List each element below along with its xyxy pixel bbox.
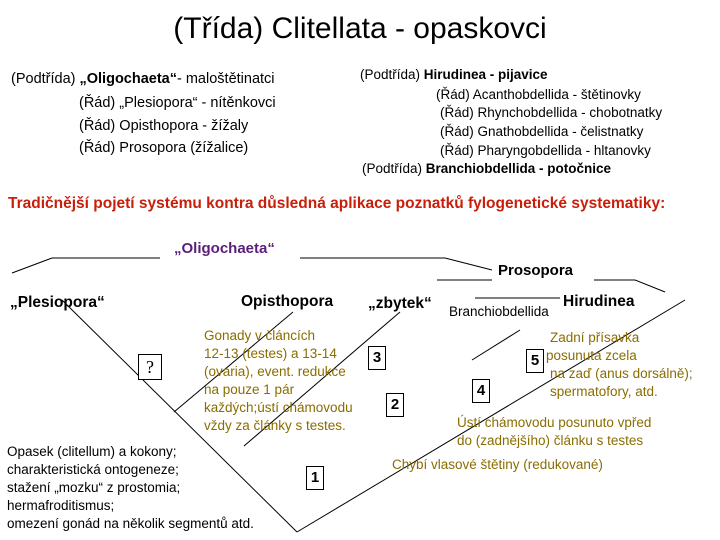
- note-sucker-line: posunuta zcela: [546, 348, 637, 363]
- note-gonads-line: každých;ústí chámovodu: [204, 400, 353, 415]
- note-sucker-line: spermatofory, atd.: [550, 384, 658, 399]
- subclass-name: „Oligochaeta“: [79, 71, 177, 87]
- question-mark-box: ?: [138, 354, 162, 380]
- order-gnathobdellida: (Řád) Gnathobdellida - čelistnatky: [440, 124, 644, 139]
- note-clitellum-line: hermafroditismus;: [7, 498, 115, 513]
- order-acanthobdellida: (Řád) Acanthobdellida - štětinovky: [436, 87, 641, 102]
- note-sucker-line: Zadní přísavka: [550, 330, 640, 345]
- note-ducts-line: Ústí chámovodu posunuto vpřed: [457, 415, 652, 430]
- order-pharyngobdellida: (Řád) Pharyngobdellida - hltanovky: [440, 143, 651, 158]
- marker-5: 5: [526, 349, 544, 373]
- marker-1: 1: [306, 466, 324, 490]
- slide-title: (Třída) Clitellata - opaskovci: [173, 12, 547, 45]
- marker-3: 3: [368, 346, 386, 370]
- prosopora-bracket-right-slant: [635, 280, 665, 292]
- note-sucker-line: na zaď (anus dorsálně);: [550, 366, 693, 381]
- label-zbytek: „zbytek“: [368, 295, 432, 312]
- note-ducts-line: do (zadnějšího) článku s testes: [457, 433, 644, 448]
- oligochaeta-bracket-left-slant: [12, 258, 52, 273]
- label-hirudinea: Hirudinea: [563, 293, 635, 310]
- note-gonads: [204, 327, 353, 435]
- note-sucker: [546, 329, 693, 401]
- marker-4: 4: [472, 379, 490, 403]
- section-heading: Tradičnější pojetí systému kontra důsledná aplikace poznatků fylogenetické systematiky:: [8, 195, 666, 212]
- note-gonads-line: na pouze 1 pár: [204, 382, 295, 397]
- note-clitellum-line: omezení gonád na několik segmentů atd.: [7, 516, 254, 531]
- oligochaeta-bracket-right-slant: [445, 258, 492, 270]
- label-prosopora: Prosopora: [498, 262, 574, 279]
- subclass-prefix: (Podtřída): [11, 71, 80, 87]
- subclass-suffix: - maloštětinatci: [177, 71, 275, 87]
- branch-branchiobdellida: [472, 330, 520, 360]
- order-plesiopora: (Řád) „Plesiopora“ - nítěnkovci: [79, 95, 276, 111]
- marker-2: 2: [386, 393, 404, 417]
- order-rhynchobdellida: (Řád) Rhynchobdellida - chobotnatky: [440, 105, 663, 120]
- note-clitellum-line: stažení „mozku“ z prostomia;: [7, 480, 181, 495]
- note-gonads-line: (ovaria), event. redukce: [204, 364, 346, 379]
- branchiobdellida-name: Branchiobdellida - potočnice: [425, 161, 612, 176]
- hirudinea-name: Hirudinea - pijavice: [423, 67, 548, 82]
- order-prosopora: (Řád) Prosopora (žížalice): [79, 140, 249, 156]
- branchiobdellida-prefix: (Podtřída): [362, 161, 426, 176]
- note-clitellum: [7, 443, 254, 533]
- hirudinea-prefix: (Podtřída): [360, 67, 424, 82]
- note-bristles: Chybí vlasové štětiny (redukované): [392, 457, 603, 472]
- label-opisthopora: Opisthopora: [241, 293, 334, 310]
- note-clitellum-line: Opasek (clitellum) a kokony;: [7, 444, 177, 459]
- label-branchiobdellida: Branchiobdellida: [449, 304, 549, 319]
- note-ducts: [457, 414, 651, 450]
- label-plesiopora: „Plesiopora“: [10, 294, 105, 311]
- note-gonads-line: 12-13 (testes) a 13-14: [204, 346, 337, 361]
- note-gonads-line: vždy za články s testes.: [204, 418, 346, 433]
- label-oligochaeta: „Oligochaeta“: [174, 240, 275, 257]
- note-clitellum-line: charakteristická ontogeneze;: [7, 462, 179, 477]
- note-gonads-line: Gonady v článcích: [204, 328, 316, 343]
- order-opisthopora: (Řád) Opisthopora - žížaly: [79, 118, 249, 134]
